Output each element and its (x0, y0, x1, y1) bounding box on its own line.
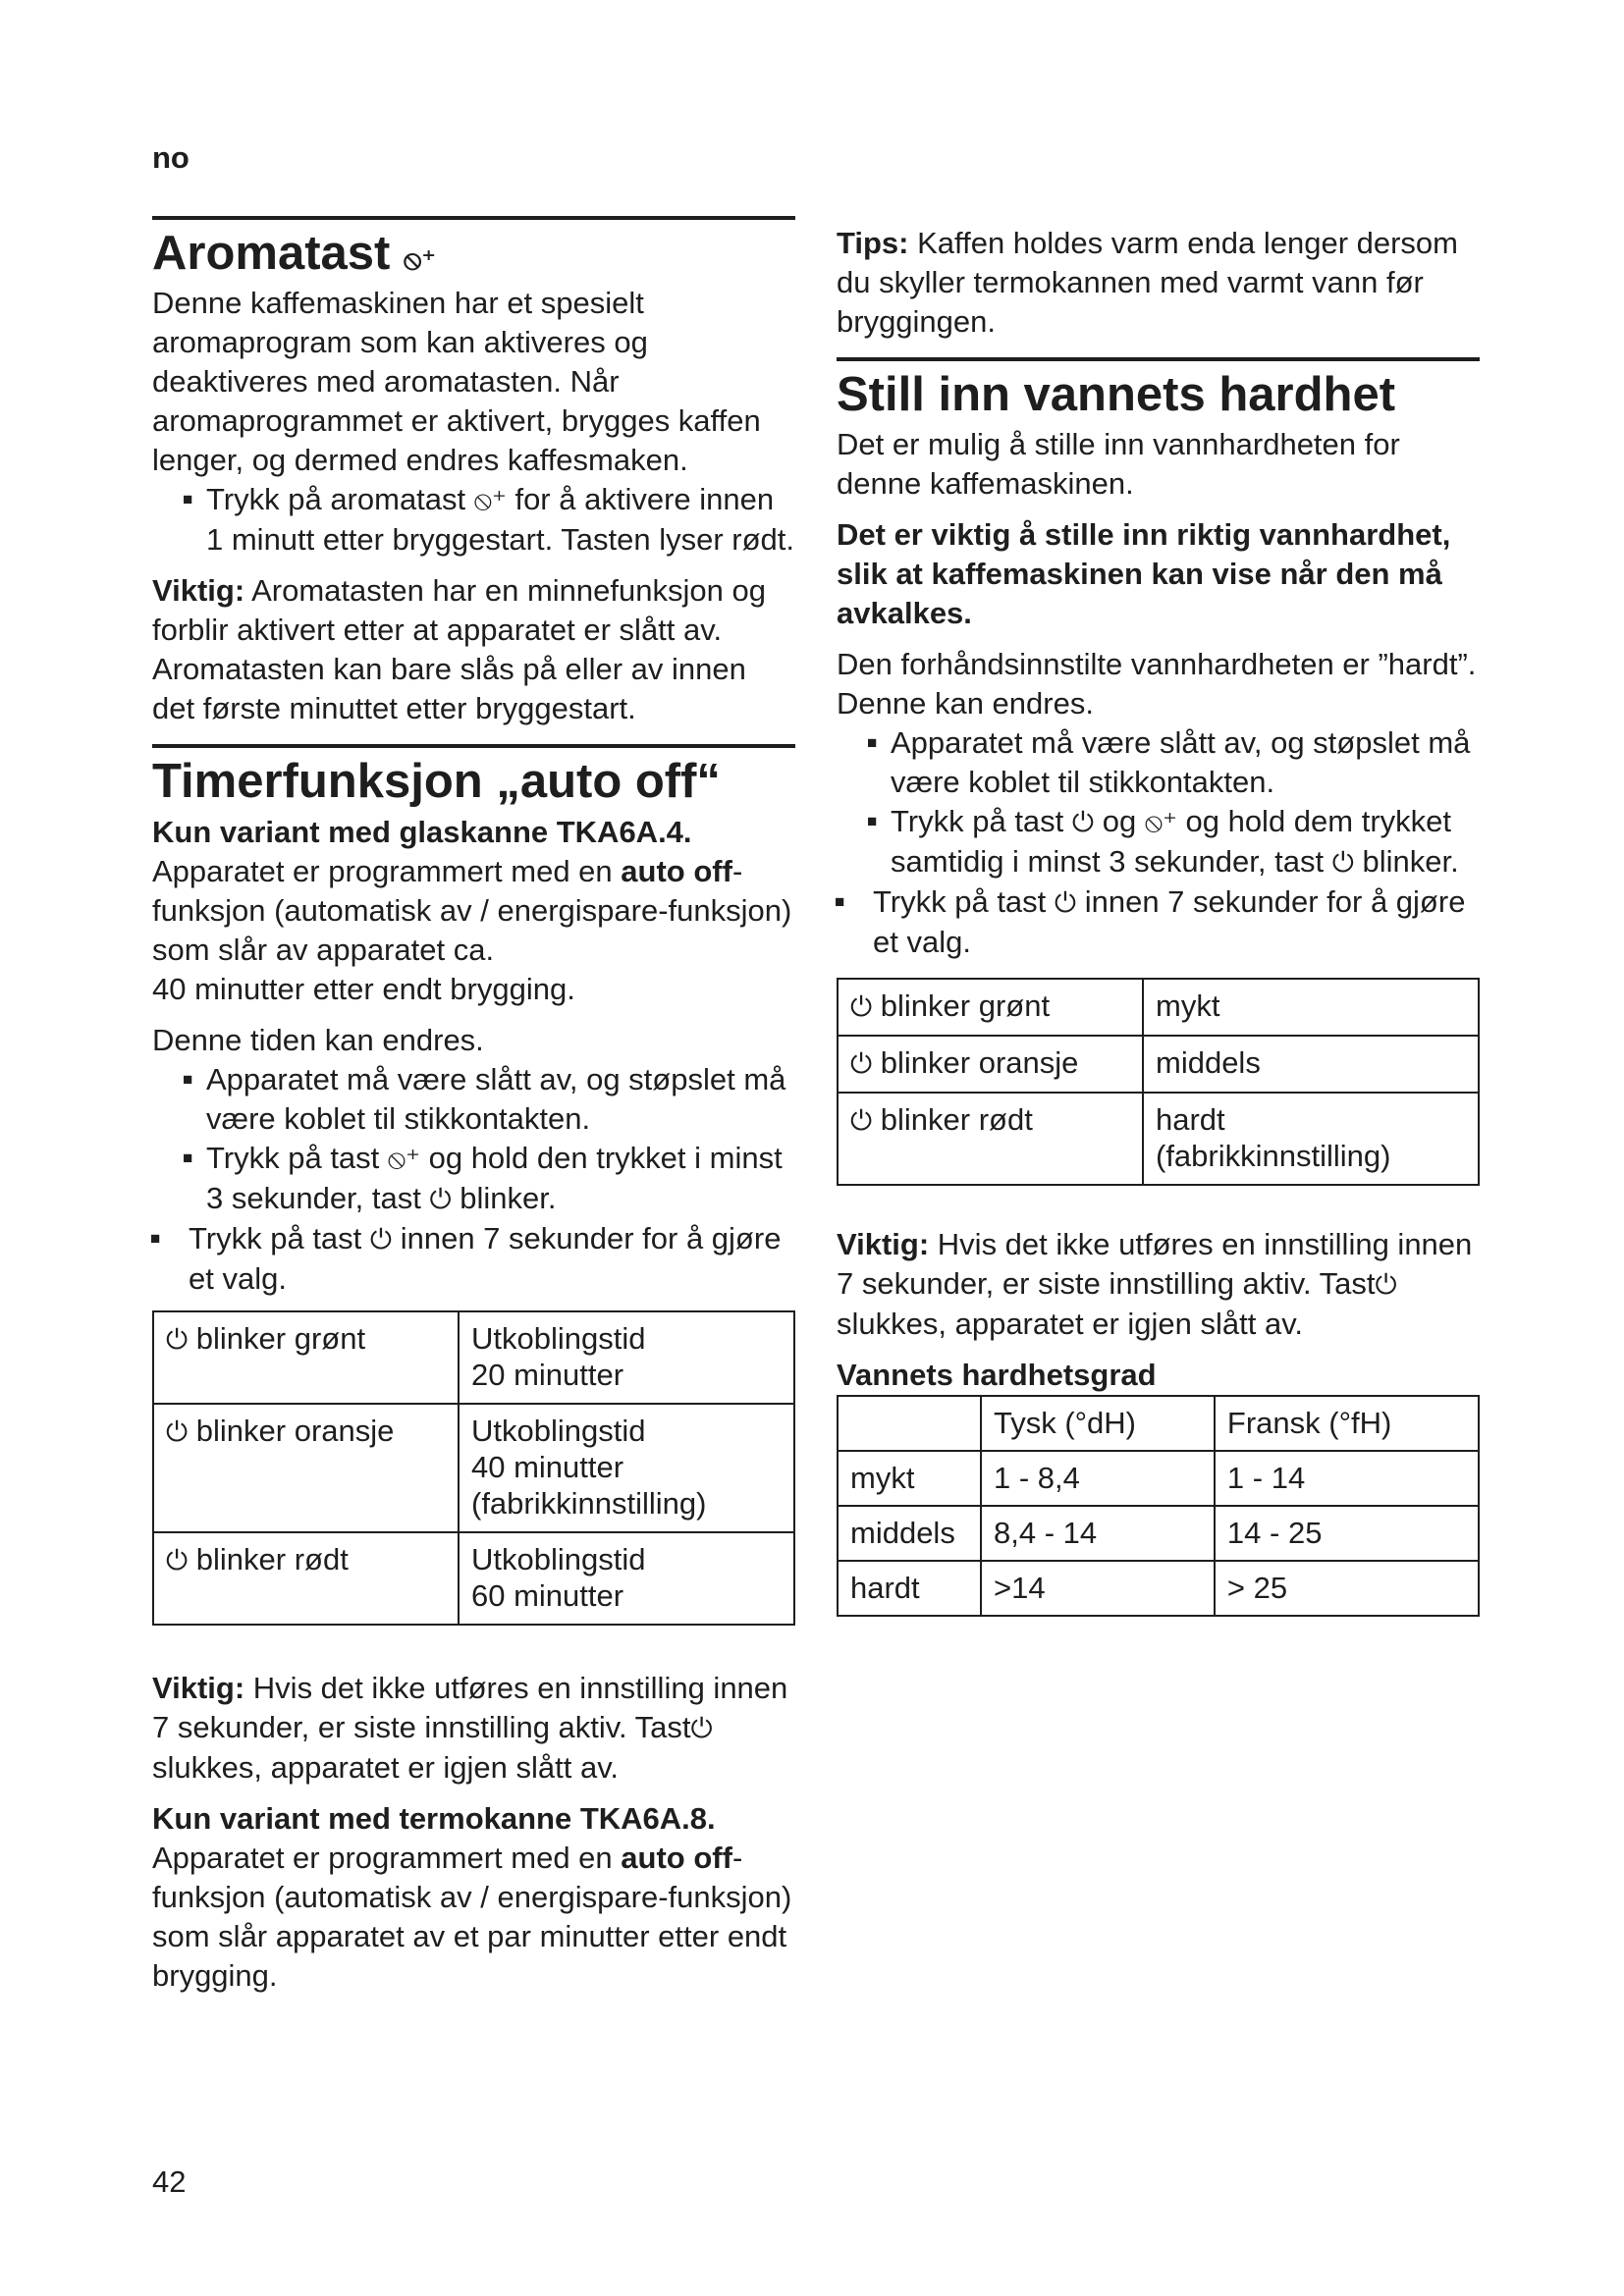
timer-bullet-1: ■ Apparatet må være slått av, og støpslet må være koblet til stikkontakten. (152, 1060, 795, 1139)
hardness-title: Still inn vannets hardhet (837, 368, 1396, 421)
right-column (837, 216, 1480, 1617)
value-line: mykt (1156, 988, 1220, 1024)
table-row (838, 1451, 1479, 1506)
note-label: Viktig: (152, 1670, 245, 1705)
text: Trykk på tast (891, 804, 1064, 839)
left-column (152, 216, 795, 1996)
power-icon: ⏻ (166, 1544, 189, 1575)
value-line: Utkoblingstid (471, 1541, 646, 1576)
grade-cell: hardt (838, 1561, 981, 1616)
timer-table (152, 1310, 795, 1626)
value-cell (1143, 979, 1479, 1036)
note-label: Viktig: (837, 1227, 930, 1262)
state-label: blinker rødt (880, 1102, 1033, 1138)
text: slukkes, apparatet er igjen slått av. (152, 1749, 620, 1785)
tips-label: Tips: (837, 226, 909, 260)
power-icon: ⏻ (850, 991, 873, 1023)
text: og hold den trykket i minst 3 sekunder, tast (206, 1140, 783, 1215)
power-icon: ⏻ (429, 1183, 452, 1214)
auto-off-term: auto off (621, 1840, 732, 1875)
hardness-important: Det er viktig å stille inn riktig vannhardhet, slik at kaffemaskinen kan vise når den må avkalkes. (837, 517, 1451, 631)
state-cell (838, 1036, 1143, 1093)
note-label: Viktig: (152, 573, 245, 609)
value-line: (fabrikkinnstilling) (471, 1485, 707, 1521)
timer-title: Timerfunksjon „auto off“ (152, 755, 721, 809)
table-row (838, 1506, 1479, 1561)
aroma-plus-icon: ⦸⁺ (387, 1143, 420, 1174)
state-cell (838, 979, 1143, 1036)
power-icon: ⏻ (1054, 887, 1077, 919)
timer-note (152, 1669, 795, 1788)
text: Hvis det ikke utføres en innstilling innen 7 sekunder, er siste innstilling aktiv. Tast (837, 1227, 1473, 1302)
state-label: blinker oransje (880, 1045, 1079, 1081)
value-line: Utkoblingstid (471, 1320, 646, 1356)
power-icon: ⏻ (369, 1223, 393, 1255)
timer-bullet-3 (135, 1219, 795, 1299)
aroma-bullet-text-a: Trykk på aromatast (206, 482, 466, 517)
table-row (838, 1036, 1479, 1093)
tips-text: Kaffen holdes varm enda lenger dersom du skyller termokannen med varmt vann før bryggingen. (837, 226, 1458, 339)
power-icon: ⏻ (166, 1415, 189, 1447)
state-cell (838, 1093, 1143, 1185)
aroma-heading (152, 220, 795, 284)
value-cell (459, 1532, 794, 1625)
hardness-bullet-2 (837, 802, 1480, 882)
state-label: blinker grønt (880, 988, 1051, 1024)
timer-paragraph-1 (152, 852, 795, 970)
grade-cell: > 25 (1215, 1561, 1479, 1616)
text: -funksjon (automatisk av / energispare-funksjon) som slår av apparatet ca. (152, 853, 792, 967)
text: Hvis det ikke utføres en innstilling innen 7 sekunder, er siste innstilling aktiv. Tast (152, 1670, 788, 1744)
grades-title: Vannets hardhetsgrad (837, 1358, 1157, 1393)
value-line: middels (1156, 1045, 1261, 1081)
value-line: Utkoblingstid (471, 1413, 646, 1448)
text: Apparatet er programmert med en (152, 853, 613, 888)
state-label: blinker rødt (195, 1541, 349, 1576)
hardness-change: Denne kan endres. (837, 686, 1094, 721)
text: Trykk på tast (189, 1220, 362, 1255)
aroma-note (152, 571, 795, 728)
note-text: Aromatasten har en minnefunksjon og forblir aktivert etter at apparatet er slått av. Aromatasten kan bare slås på eller av innen det første minuttet etter bryggestart. (152, 573, 766, 726)
text: og (1102, 804, 1137, 839)
value-line: 40 minutter (471, 1449, 624, 1484)
aroma-plus-icon: ⦸⁺ (473, 485, 507, 516)
grade-cell: >14 (981, 1561, 1215, 1616)
grade-cell: mykt (838, 1451, 981, 1506)
power-icon: ⏻ (1331, 847, 1354, 879)
text: slukkes, apparatet er igjen slått av. (837, 1307, 1304, 1342)
power-icon: ⏻ (1071, 807, 1095, 838)
tips-paragraph (837, 216, 1480, 342)
aroma-intro: Denne kaffemaskinen har et spesielt aromaprogram som kan aktiveres og deaktiveres med aromatasten. Når aromaprogrammet er aktivert, brygges kaffen lenger, og dermed endres kaffesmaken. (152, 286, 761, 478)
aroma-plus-icon: ⦸⁺ (403, 244, 437, 275)
text: innen 7 sekunder for å gjøre et valg. (189, 1220, 782, 1296)
state-label: blinker grønt (195, 1320, 366, 1356)
grade-cell: middels (838, 1506, 981, 1561)
auto-off-term: auto off (621, 853, 732, 888)
state-cell (153, 1311, 459, 1404)
text: innen 7 sekunder for å gjøre et valg. (873, 884, 1466, 960)
value-cell (1143, 1036, 1479, 1093)
value-line: (fabrikkinnstilling) (1156, 1139, 1391, 1174)
timer-paragraph-1-cont: 40 minutter etter endt brygging. (152, 971, 575, 1006)
timer-bullet-2 (152, 1139, 795, 1219)
page-number: 42 (152, 2164, 187, 2199)
power-icon: ⏻ (850, 1105, 873, 1137)
hardness-table (837, 978, 1480, 1186)
table-row (838, 979, 1479, 1036)
text: blinker. (1362, 844, 1459, 880)
state-cell (153, 1404, 459, 1532)
grade-cell: 8,4 - 14 (981, 1506, 1215, 1561)
value-line: hardt (1156, 1102, 1225, 1138)
power-icon: ⏻ (1375, 1269, 1397, 1301)
header-cell (838, 1396, 981, 1451)
header-cell: Fransk (°fH) (1215, 1396, 1479, 1451)
power-icon: ⏻ (850, 1048, 873, 1080)
table-header-row (838, 1396, 1479, 1451)
value-line: 20 minutter (471, 1357, 624, 1392)
timer-variant-glass: Kun variant med glaskanne TKA6A.4. (152, 814, 692, 849)
hardness-intro: Det er mulig å stille inn vannhardheten for denne kaffemaskinen. (837, 427, 1400, 502)
text: -funksjon (automatisk av / energispare-funksjon) som slår apparatet av et par minutter etter endt brygging. (152, 1840, 792, 1993)
value-line: 60 minutter (471, 1577, 624, 1613)
text: og hold dem trykket samtidig i minst 3 sekunder, tast (891, 804, 1452, 880)
hardness-note (837, 1225, 1480, 1344)
aroma-bullet-text-b: for å aktivere innen 1 minutt etter bryggestart. Tasten lyser rødt. (206, 482, 795, 558)
state-label: blinker oransje (195, 1413, 395, 1448)
header-cell: Tysk (°dH) (981, 1396, 1215, 1451)
table-row (153, 1311, 794, 1404)
timer-variant-thermo: Kun variant med termokanne TKA6A.8. (152, 1800, 716, 1836)
grade-cell: 1 - 14 (1215, 1451, 1479, 1506)
state-cell (153, 1532, 459, 1625)
aroma-plus-icon: ⦸⁺ (1144, 807, 1177, 838)
value-cell (459, 1311, 794, 1404)
value-cell (459, 1404, 794, 1532)
grade-cell: 1 - 8,4 (981, 1451, 1215, 1506)
table-row (838, 1561, 1479, 1616)
value-cell (1143, 1093, 1479, 1185)
text: Apparatet er programmert med en (152, 1840, 613, 1875)
grade-cell: 14 - 25 (1215, 1506, 1479, 1561)
table-row (153, 1404, 794, 1532)
text: Trykk på tast (206, 1140, 380, 1175)
table-row (838, 1093, 1479, 1185)
timer-paragraph-3 (152, 1839, 795, 1996)
text: Trykk på tast (873, 884, 1047, 920)
language-code: no (152, 140, 189, 175)
grades-table (837, 1395, 1480, 1617)
hardness-preset: Den forhåndsinnstilte vannhardheten er ”hardt”. (837, 647, 1477, 682)
aroma-title: Aromatast (152, 227, 391, 280)
power-icon: ⏻ (690, 1712, 713, 1743)
hardness-bullet-1: ■ Apparatet må være slått av, og støpslet må være koblet til stikkontakten. (837, 723, 1480, 802)
hardness-bullet-3 (819, 882, 1480, 962)
text: blinker. (460, 1180, 557, 1215)
timer-paragraph-2: Denne tiden kan endres. (152, 1022, 484, 1057)
aroma-bullet (152, 480, 795, 560)
power-icon: ⏻ (166, 1323, 189, 1355)
table-row (153, 1532, 794, 1625)
